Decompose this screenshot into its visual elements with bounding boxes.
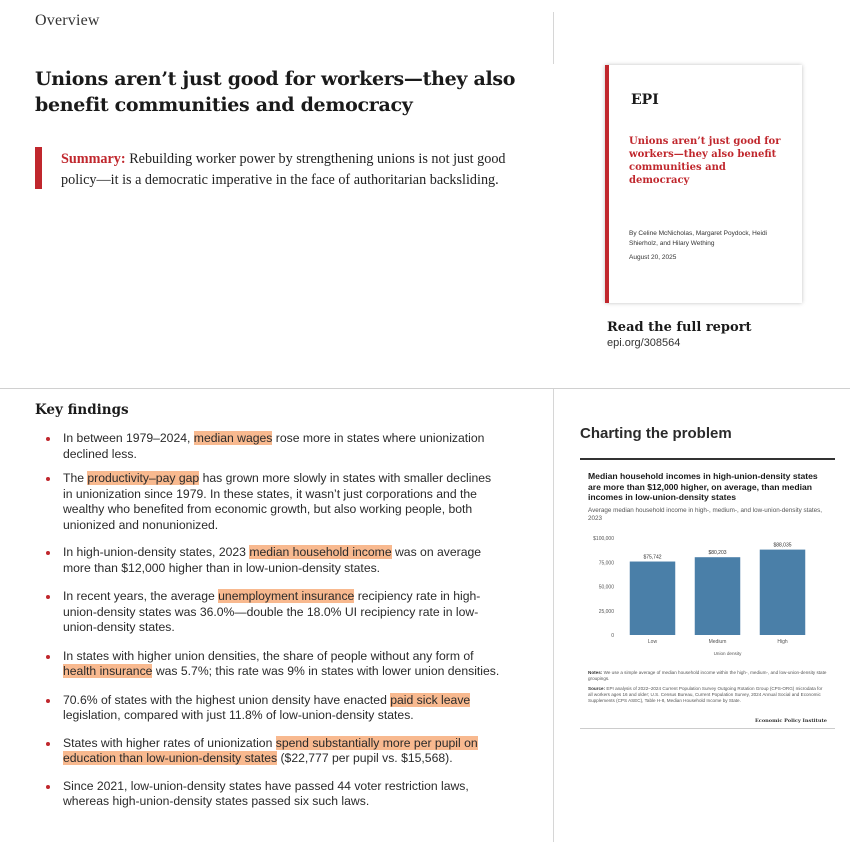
chart-title: Median household incomes in high-union-density states are more than $12,000 higher, on average, than median incomes in low-union-density states <box>588 471 818 502</box>
finding-text: recipiency rate in high-union-density states was 36.0%—double the 18.0% UI recipiency rate in low-union-density states. <box>63 589 481 634</box>
finding-text: In between 1979–2024, <box>63 431 194 445</box>
finding-item <box>45 779 500 810</box>
bar-value-label: $80,203 <box>708 550 727 557</box>
summary-accent-bar <box>35 147 42 189</box>
summary-text: Rebuilding worker power by strengthening unions is not just good policy—it is a democratic imperative in the face of authoritarian backsliding. <box>61 151 506 188</box>
bar-high <box>760 550 806 635</box>
chart-subtitle: Average median household income in high-, medium-, and low-union-density states, 2023 <box>588 507 823 522</box>
divider <box>553 12 554 64</box>
page-title: Unions aren’t just good for workers—they also benefit communities and democracy <box>35 68 516 116</box>
finding-highlight: median household income <box>249 545 392 559</box>
finding-highlight: productivity–pay gap <box>87 471 200 485</box>
notes-text: We use a simple average of median household income within the high-, medium-, and low-union-density state groupings. <box>588 670 827 681</box>
finding-item <box>45 736 500 767</box>
bar-medium <box>695 557 741 635</box>
finding-item <box>45 471 500 533</box>
finding-text: In recent years, the average <box>63 589 219 603</box>
finding-highlight: spend substantially more per pupil on education than low-union-density states <box>63 735 478 765</box>
finding-text: ($22,777 per pupil vs. $15,568). <box>277 751 453 765</box>
finding-text: has grown more slowly in states with smaller declines in unionization since 1979. In these states, it wasn’t just corporations and the wealthy who benefited from economic growth, but also working people, both unionized and nonunionized. <box>63 471 492 532</box>
report-cover[interactable] <box>605 65 802 303</box>
finding-highlight: health insurance <box>63 664 153 678</box>
chart-notes <box>588 670 828 682</box>
column-divider <box>553 389 554 842</box>
y-tick-label: 75,000 <box>598 560 614 567</box>
chart-source <box>588 686 828 704</box>
notes-label: Notes: <box>588 670 603 675</box>
section-label-overview: Overview <box>35 12 100 29</box>
y-tick-label: 50,000 <box>598 584 614 591</box>
charting-heading: Charting the problem <box>580 425 732 442</box>
y-tick-label: $100,000 <box>593 536 614 542</box>
finding-text: was 5.7%; this rate was 9% in states with lower union densities. <box>152 664 500 678</box>
finding-text: 70.6% of states with the highest union density have enacted <box>63 692 391 707</box>
finding-text: rose more in states where unionization declined less. <box>63 431 485 461</box>
finding-text: legislation, compared with just 11.8% of low-union-density states. <box>63 708 414 722</box>
key-findings-title: Key findings <box>35 402 129 418</box>
bar-chart <box>580 530 835 665</box>
x-axis-label: Union density <box>713 651 742 656</box>
finding-text: was on average more than $12,000 higher than in low-union-density states. <box>63 545 482 575</box>
finding-item <box>45 589 500 636</box>
finding-text: States with higher rates of unionization <box>63 735 276 750</box>
finding-highlight: paid sick leave <box>390 692 471 707</box>
cover-title: Unions aren’t just good for workers—they also benefit communities and democracy <box>629 136 781 186</box>
finding-item <box>45 693 500 724</box>
x-tick-label: High <box>777 639 788 645</box>
bar-low <box>630 562 676 635</box>
summary <box>61 149 511 191</box>
source-text: EPI analysis of 2022–2024 Current Population Survey Outgoing Rotation Group (CPS-ORG) microdata for all workers ages 16 and older; U.S. Census Bureau, Current Population Survey, 2024 Annual Social and Economic Supplements (CPS ASEC), Table H-8, Median Household Income by State. <box>588 686 823 703</box>
finding-item <box>45 649 500 680</box>
finding-highlight: unemployment insurance <box>218 589 355 603</box>
read-full-report-link[interactable]: Read the full report <box>607 320 752 335</box>
section-divider <box>0 388 850 389</box>
source-label: Source: <box>588 686 606 691</box>
finding-text: In high-union-density states, 2023 <box>63 545 250 559</box>
y-tick-label: 25,000 <box>598 608 614 615</box>
x-tick-label: Medium <box>708 639 727 645</box>
chart-brand: Economic Policy Institute <box>754 718 827 724</box>
finding-highlight: median wages <box>193 431 273 445</box>
cover-authors: By Celine McNicholas, Margaret Poydock, Heidi Shierholz, and Hilary Wething <box>629 230 767 247</box>
finding-item <box>45 431 500 462</box>
bar-value-label: $75,742 <box>643 554 662 561</box>
chart-card <box>580 458 835 729</box>
key-findings-list <box>45 431 500 810</box>
y-tick-label: 0 <box>611 633 614 639</box>
finding-text: Since 2021, low-union-density states have passed 44 voter restriction laws, whereas high-union-density states passed six such laws. <box>63 778 469 808</box>
finding-text: The <box>63 471 88 485</box>
bar-value-label: $88,035 <box>773 542 792 549</box>
summary-label: Summary: <box>61 151 126 167</box>
report-url-link[interactable]: epi.org/308564 <box>607 337 681 349</box>
finding-text: In states with higher union densities, the share of people without any form of <box>63 648 474 663</box>
cover-date: August 20, 2025 <box>629 254 677 261</box>
x-tick-label: Low <box>647 639 658 645</box>
finding-item <box>45 545 500 576</box>
cover-brand-logo: EPI <box>631 92 659 108</box>
